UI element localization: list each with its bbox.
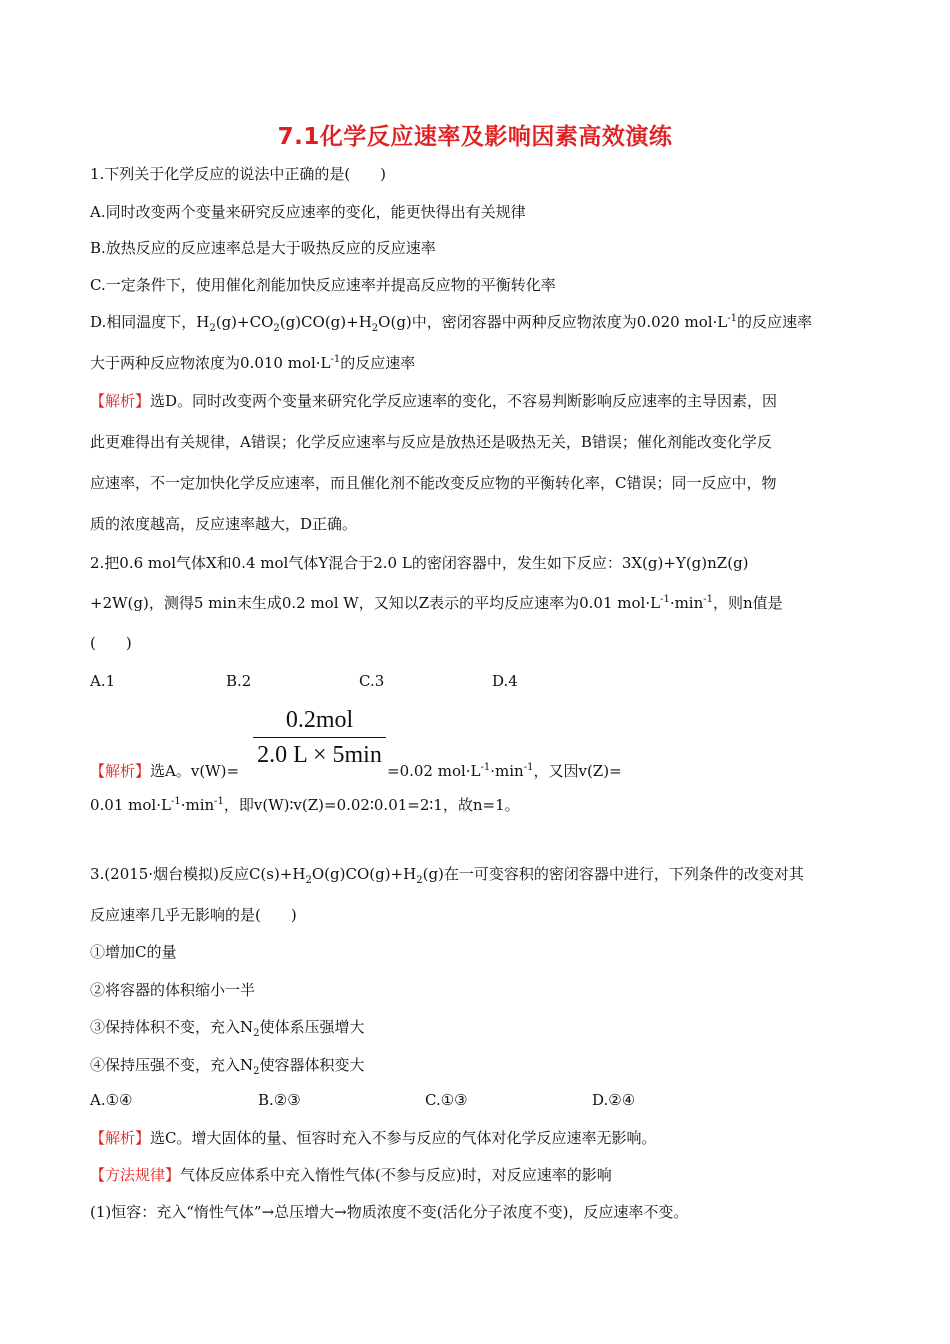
q3-method: 【方法规律】气体反应体系中充入惰性气体(不参与反应)时，对反应速率的影响 (90, 1166, 612, 1184)
q3-rule-1: (1)恒容：充入“惰性气体”→总压增大→物质浓度不变(活化分子浓度不变)，反应速率不变。 (90, 1203, 689, 1221)
fraction-numerator: 0.2mol (285, 707, 354, 733)
q3-stem-line2: 反应速率几乎无影响的是( ) (90, 906, 297, 924)
q3-item-1: ①增加C的量 (90, 943, 177, 961)
q1-analysis-line1: 【解析】选D。同时改变两个变量来研究化学反应速率的变化，不容易判断影响反应速率的主导因素，因 (90, 392, 778, 410)
analysis-tag: 【解析】 (90, 392, 151, 410)
q2-option-c: C.3 (359, 672, 385, 690)
q3-item-2: ②将容器的体积缩小一半 (90, 981, 256, 999)
q2-stem-line1: 2.把0.6 mol气体X和0.4 mol气体Y混合于2.0 L的密闭容器中，发生如下反应：3X(g)+Y(g)nZ(g) (90, 554, 749, 572)
q1-option-d-line1: D.相同温度下，$H_2(g)+CO_2(g)CO(g)+H_2O(g)$中，密闭容器中两种反应物浓度为0.020 $mol\cdot L^{-1}$的反应速率 (90, 313, 813, 334)
q3-item-3: ③保持体积不变，充入$N_2$使体系压强增大 (90, 1018, 365, 1039)
q2-analysis-start: 【解析】选A。v(W)= (90, 762, 240, 780)
q1-analysis-line4: 质的浓度越高，反应速率越大，D正确。 (90, 515, 358, 533)
q1-option-d-line2: 大于两种反应物浓度为0.010 $mol\cdot L^{-1}$的反应速率 (90, 354, 416, 372)
q2-stem-line3: ( ) (90, 634, 132, 652)
q3-option-a: A.①④ (90, 1091, 133, 1109)
q3-item-4: ④保持压强不变，充入$N_2$使容器体积变大 (90, 1056, 365, 1077)
q1-analysis-line3: 应速率，不一定加快化学反应速率，而且催化剂不能改变反应物的平衡转化率，C错误；同一反应中，物 (90, 474, 777, 492)
fraction-bar (253, 737, 386, 738)
analysis-tag: 【解析】 (90, 762, 151, 780)
q3-option-c: C.①③ (425, 1091, 468, 1109)
q2-analysis-cont: =0.02 $mol\cdot L^{-1}\cdot\min^{-1}$，又因v(Z)= (387, 762, 622, 780)
q2-stem-line2: +2W(g)，测得5 min末生成0.2 mol W，又知以Z表示的平均反应速率为0.01 $mol\cdot L^{-1}\cdot\min^{-1}$，则n值是 (90, 594, 783, 612)
q3-analysis: 【解析】选C。增大固体的量、恒容时充入不参与反应的气体对化学反应速率无影响。 (90, 1129, 657, 1147)
q1-option-a: A.同时改变两个变量来研究反应速率的变化，能更快得出有关规律 (90, 203, 526, 221)
q1-option-c: C.一定条件下，使用催化剂能加快反应速率并提高反应物的平衡转化率 (90, 276, 556, 294)
q3-option-b: B.②③ (258, 1091, 301, 1109)
q1-option-b: B.放热反应的反应速率总是大于吸热反应的反应速率 (90, 239, 436, 257)
q2-option-a: A.1 (90, 672, 116, 690)
fraction (253, 703, 386, 770)
q2-analysis-line2: 0.01 $mol\cdot L^{-1}\cdot\min^{-1}$，即v(W)∶v(Z)=0.02∶0.01=2∶1，故n=1。 (90, 796, 520, 814)
analysis-tag: 【解析】 (90, 1129, 151, 1147)
q3-option-d: D.②④ (592, 1091, 636, 1109)
page-title: 7.1化学反应速率及影响因素高效演练 (277, 124, 673, 150)
q3-stem-line1: 3.(2015·烟台模拟)反应$C(s)+H_2O(g)CO(g)+H_2(g)$在一可变容积的密闭容器中进行，下列条件的改变对其 (90, 865, 804, 886)
q1-analysis-line2: 此更难得出有关规律，A错误；化学反应速率与反应是放热还是吸热无关，B错误；催化剂能改变化学反 (90, 433, 772, 451)
method-tag: 【方法规律】 (90, 1166, 181, 1184)
q1-stem: 1.下列关于化学反应的说法中正确的是( ) (90, 165, 387, 183)
q2-option-b: B.2 (226, 672, 252, 690)
q2-option-d: D.4 (492, 672, 518, 690)
fraction-denominator: 2.0 L × 5min (257, 742, 382, 768)
